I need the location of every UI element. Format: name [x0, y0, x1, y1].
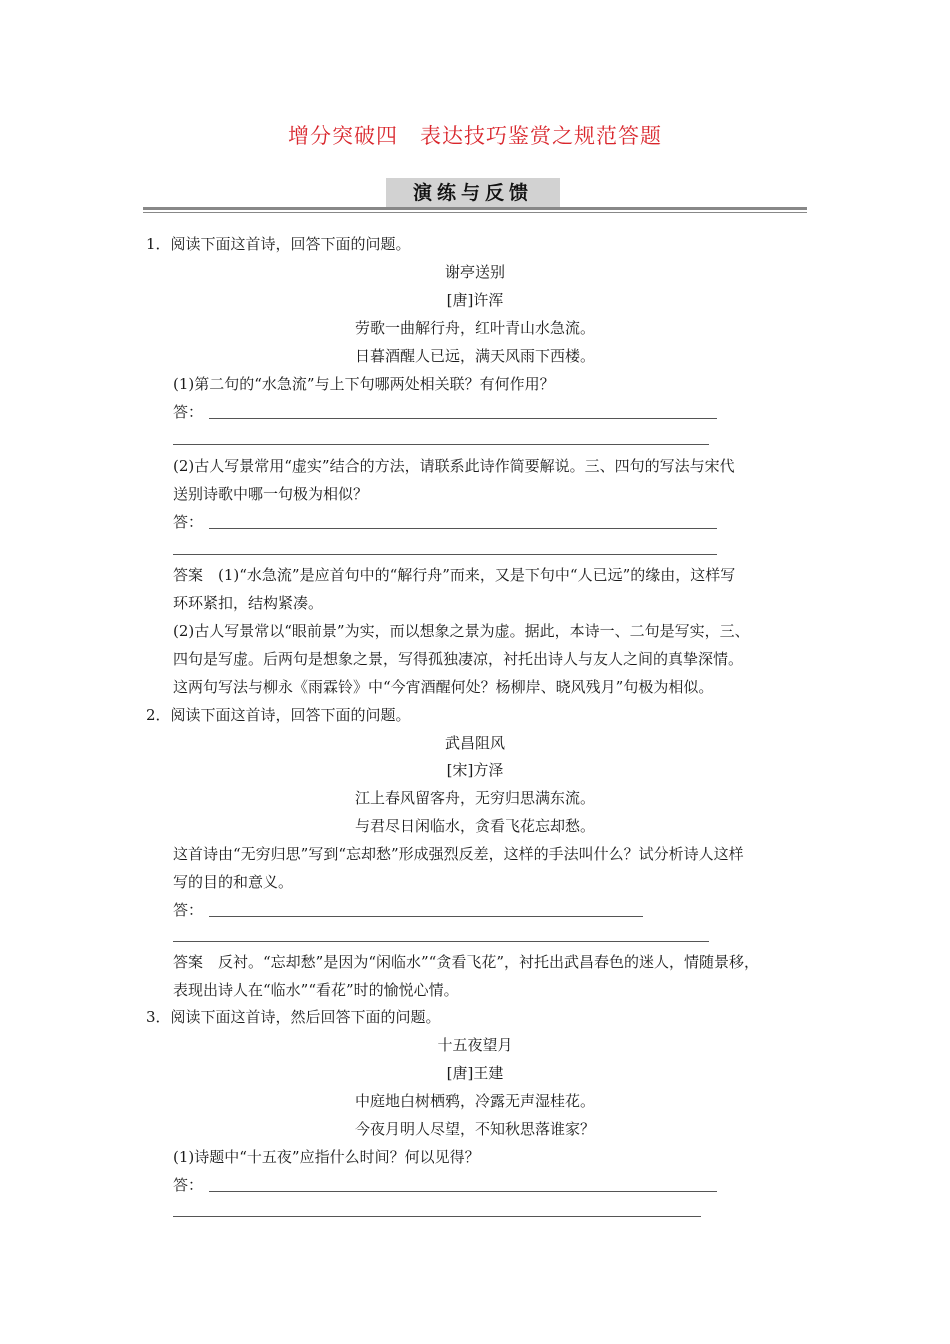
q1-answer-text: 这两句写法与柳永《雨霖铃》中“今宵酒醒何处？杨柳岸、晓风残月”句极为相似。: [173, 678, 714, 696]
q1-answer-text: 答案 (1)“水急流”是应首句中的“解行舟”而来，又是下句中“人已远”的缘由，这样写: [173, 566, 736, 584]
q2-question-cont: 写的目的和意义。: [173, 873, 294, 891]
q1-subquestion-2: (2)古人写景常用“虚实”结合的方法，请联系此诗作简要解说。三、四句的写法与宋代: [173, 457, 735, 475]
answer-blank-line[interactable]: [173, 554, 717, 555]
answer-line: [209, 418, 717, 419]
q2-answer-text: 表现出诗人在“临水”“看花”时的愉悦心情。: [173, 981, 459, 999]
answer-blank-line[interactable]: [173, 1216, 701, 1217]
q1-subquestion-2-cont: 送别诗歌中哪一句极为相似？: [173, 485, 369, 503]
q3-prompt: 3．阅读下面这首诗，然后回答下面的问题。: [146, 1008, 441, 1026]
q1-answer-text: (2)古人写景常以“眼前景”为实，而以想象之景为虚。据此，本诗一、二句是写实，三、: [173, 622, 750, 640]
q1-subquestion-1: (1)第二句的“水急流”与上下句哪两处相关联？有何作用？: [173, 375, 555, 393]
q2-prompt: 2．阅读下面这首诗，回答下面的问题。: [146, 706, 411, 724]
q2-poem-line: 与君尽日闲临水，贪看飞花忘却愁。: [354, 817, 595, 835]
q1-answer-text: 环环紧扣，结构紧凑。: [173, 594, 324, 612]
q2-poem-author: [宋]方泽: [446, 761, 504, 779]
q1-prompt: 1．阅读下面这首诗，回答下面的问题。: [146, 235, 411, 253]
section-divider: [143, 207, 807, 210]
q1-poem-line: 劳歌一曲解行舟，红叶青山水急流。: [354, 319, 595, 337]
answer-blank-line[interactable]: [173, 444, 709, 445]
answer-blank-line[interactable]: [173, 941, 709, 942]
q3-poem-title: 十五夜望月: [437, 1036, 513, 1054]
answer-line: [209, 528, 717, 529]
answer-label: 答：: [173, 403, 204, 421]
q2-question: 这首诗由“无穷归思”写到“忘却愁”形成强烈反差，这样的手法叫什么？试分析诗人这样: [173, 845, 744, 863]
section-tab: [386, 178, 560, 208]
q3-subquestion-1: (1)诗题中“十五夜”应指什么时间？何以见得？: [173, 1148, 480, 1166]
q1-poem-line: 日暮酒醒人已远，满天风雨下西楼。: [354, 347, 595, 365]
q3-poem-line: 中庭地白树栖鸦，冷露无声湿桂花。: [354, 1092, 595, 1110]
answer-line: [209, 916, 643, 917]
page-title: 增分突破四 表达技巧鉴赏之规范答题: [288, 124, 662, 148]
q2-poem-line: 江上春风留客舟，无穷归思满东流。: [354, 789, 595, 807]
q2-poem-title: 武昌阻风: [444, 734, 505, 752]
q1-answer-field-1[interactable]: [173, 402, 717, 422]
answer-label: 答：: [173, 513, 204, 531]
q3-answer-field-1[interactable]: [173, 1175, 717, 1195]
answer-label: 答：: [173, 901, 204, 919]
section-divider-thin: [143, 212, 807, 213]
section-header: [143, 178, 807, 214]
q1-poem-author: [唐]许浑: [446, 291, 504, 309]
q2-answer-text: 答案 反衬。“忘却愁”是因为“闲临水”“贪看飞花”，衬托出武昌春色的迷人，情随景移，: [173, 953, 760, 971]
q3-poem-author: [唐]王建: [446, 1064, 504, 1082]
section-title: 演练与反馈: [412, 182, 533, 204]
q2-answer-field[interactable]: [173, 900, 643, 920]
answer-label: 答：: [173, 1176, 204, 1194]
q1-answer-field-2[interactable]: [173, 512, 717, 532]
q1-answer-text: 四句是写虚。后两句是想象之景，写得孤独凄凉，衬托出诗人与友人之间的真挚深情。: [173, 650, 744, 668]
answer-line: [209, 1191, 717, 1192]
q1-poem-title: 谢亭送别: [444, 263, 505, 281]
q3-poem-line: 今夜月明人尽望，不知秋思落谁家？: [354, 1120, 595, 1138]
